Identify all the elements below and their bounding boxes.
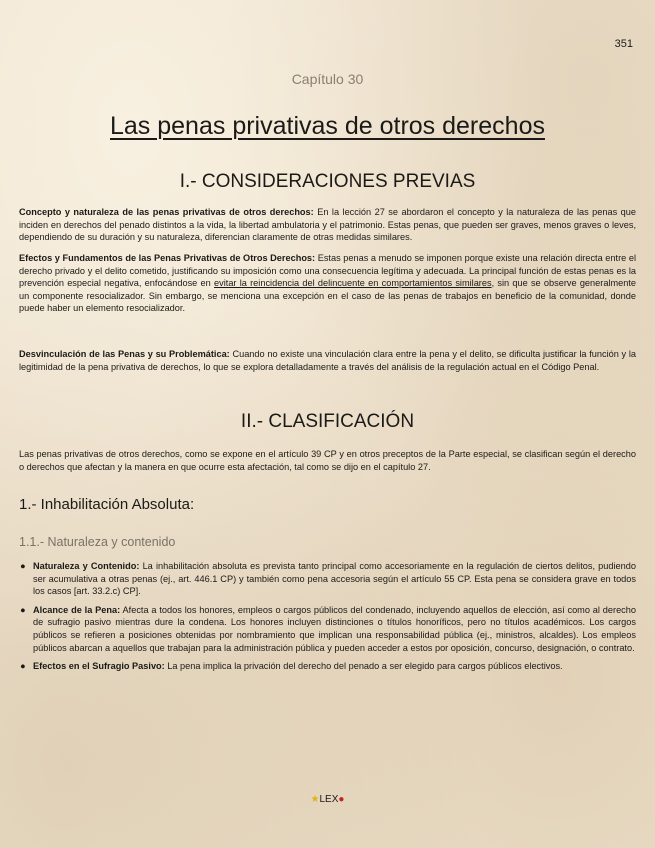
paragraph-classification-intro: Las penas privativas de otros derechos, como se expone en el artículo 39 CP y en otros preceptos de la Parte especial, se clasifican según el derecho o derechos que afectan y la manera en que ocurre esta afectación, tal como se dijo en el capítulo 27. — [19, 449, 636, 472]
bullet-lead: Alcance de la Pena: — [33, 604, 121, 615]
list-item — [19, 604, 636, 654]
blood-drop-icon: ● — [338, 794, 345, 805]
bullet-icon: ● — [20, 604, 26, 615]
paragraph-text: En la lección 27 se abordaron el concepto y la naturaleza de las penas que inciden en derechos del penado distintos a la vida, la libertad ambulatoria y el patrimonio. Estas penas, que pueden ser graves, menos graves o leves, dependiendo de su duración y su naturaleza, diferencian claramente de otras medidas similares. — [19, 207, 637, 243]
paragraph-text: Cuando no existe una vinculación clara entre la pena y el delito, se dificulta justificar la función y la legitimidad de la pena privativa de derechos, lo que se explora detalladamente a través del análisis de la regulación actual en el Código Penal. — [19, 349, 636, 372]
paragraph-concept — [19, 206, 636, 244]
paragraph-lead: Desvinculación de las Penas y su Problemática: — [19, 349, 230, 359]
footer-brand — [0, 794, 655, 805]
subsubheading-nature-content: 1.1.- Naturaleza y contenido — [19, 535, 176, 549]
bullet-list — [19, 560, 636, 679]
paragraph-effects — [19, 252, 636, 315]
chapter-label: Capítulo 30 — [291, 71, 364, 87]
bullet-icon: ● — [20, 561, 26, 571]
section-heading-previous-considerations: I.- CONSIDERACIONES PREVIAS — [179, 171, 476, 192]
page-number: 351 — [614, 38, 633, 50]
paragraph-lead: Concepto y naturaleza de las penas privativas de otros derechos: — [19, 207, 314, 217]
list-item — [19, 660, 636, 673]
paragraph-text: , sin que se observe generalmente un componente resocializador. Sin embargo, se menciona una excepción en el caso de las penas de trabajos en beneficio de la comunidad, donde puede haber un elemento resocializador. — [19, 278, 637, 314]
bullet-icon: ● — [20, 661, 26, 672]
paragraph-text: Estas penas a menudo se imponen porque existe una relación directa entre el derecho privado y el delito cometido, justificando su imposición como una consecuencia legítima y adecuada. La principal función de estas penas es la prevención especial negativa, enfocándose en — [19, 253, 637, 289]
bullet-text: La pena implica la privación del derecho del penado a ser elegido para cargos públicos electivos. — [164, 661, 563, 672]
section-heading-classification: II.- CLASIFICACIÓN — [240, 411, 415, 432]
paragraph-decoupling — [19, 348, 636, 373]
subheading-absolute-disqualification: 1.- Inhabilitación Absoluta: — [19, 496, 195, 513]
bullet-text: Afecta a todos los honores, empleos o cargos públicos del condenado, incluyendo aquellos de elección, así como al derecho de sufragio pasivo mientras dure la condena. Los honores incluyen distinciones o títulos honoríficos, pero no títulos académicos. Los cargos públicos se refieren a posiciones obtenidas por nombramiento que implican una responsabilidad pública (ej., ministros, alcaldes). Los empleos públicos abarcan a aquellos que trabajan para la administración pública y pueden acceder a estos por oposición, concurso, designación, o contrato. — [33, 604, 636, 653]
underlined-phrase: evitar la reincidencia del delincuente en comportamientos similares — [214, 278, 492, 289]
star-icon: ★ — [310, 794, 320, 805]
paragraph-lead: Efectos y Fundamentos de las Penas Privativas de Otros Derechos: — [19, 253, 316, 263]
bullet-text: La inhabilitación absoluta es prevista tanto principal como accesoriamente en la regulación de ciertos delitos, pudiendo ser acumulativa a otras penas (ej., art. 446.1 CP) y también como pena accesoria según el artículo 55 CP. Esta pena se considera grave en todos los casos [art. 33.2.c) CP]. — [33, 561, 636, 597]
bullet-lead: Efectos en el Sufragio Pasivo: — [33, 661, 165, 672]
bullet-lead: Naturaleza y Contenido: — [33, 561, 140, 571]
footer-text: LEX — [319, 794, 339, 805]
list-item — [19, 560, 636, 598]
chapter-title: Las penas privativas de otros derechos — [110, 112, 545, 140]
